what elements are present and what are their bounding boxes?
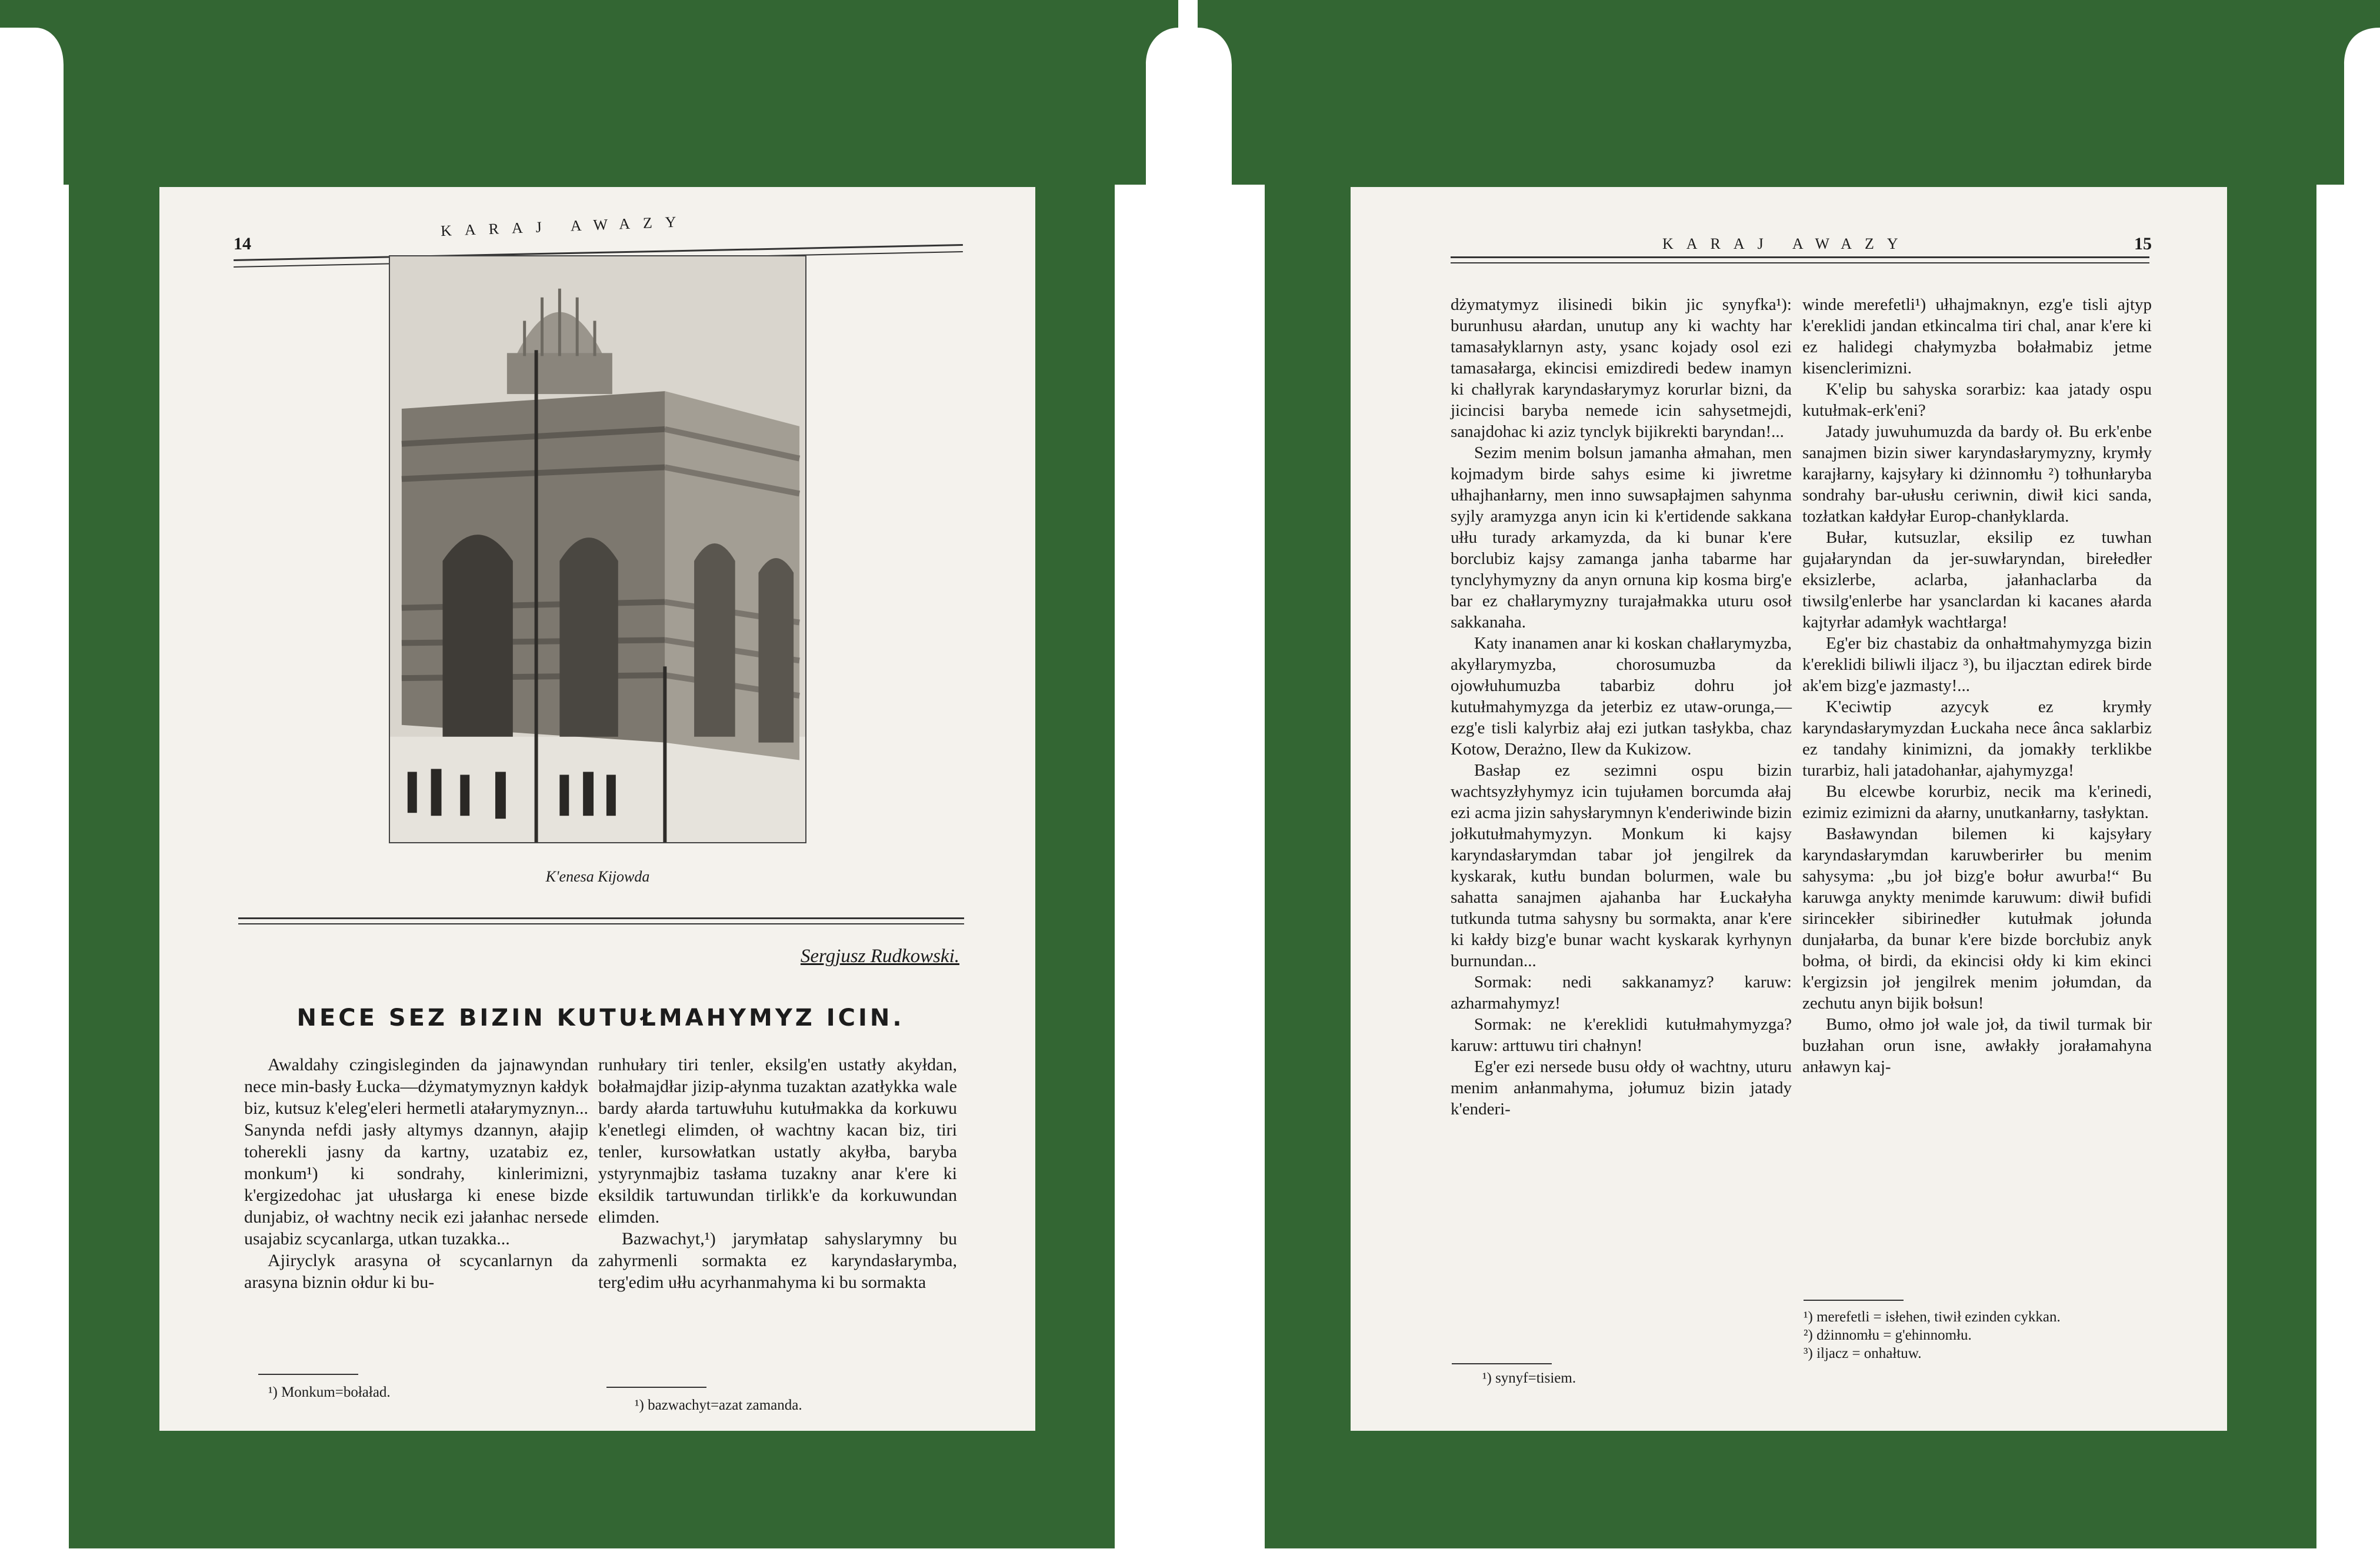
footnote: ³) iljacz = onhałtuw. xyxy=(1804,1346,1922,1361)
footnote: ²) dżinnomłu = g'ehinnomłu. xyxy=(1804,1327,1972,1343)
paragraph: Eg'er biz chastabiz da onhałtmahymyzga bizin k'ereklidi biliwli iljacz ³), bu iljacztan edirek birde ak'em bizg'e jazmasty!... xyxy=(1802,634,2152,695)
right-page xyxy=(1351,187,2227,1431)
text-column-2 xyxy=(598,1054,957,1293)
header-rule-secondary xyxy=(1451,262,2149,263)
text-column-2 xyxy=(1802,294,2152,1077)
paragraph: Bułar, kutsuzlar, eksilip ez tuwhan gujałaryndan da jer-suwłaryndan, birełedłer eksizlerbe, aclarba, jałanhaclarba da tiwsilg'enlerbe har ysanclardan ki kacanes ałarda kajtyrłar adamłyk wachtłarga! xyxy=(1802,528,2152,632)
footnote-rule xyxy=(606,1387,706,1388)
article-title: NECE SEZ BIZIN KUTUŁMAHYMYZ ICIN. xyxy=(296,1004,905,1031)
paragraph: Katy inanamen anar ki koskan chałlarymyzba, akyłlarymyzba, chorosumuzba da ojowłuhumuzba tabarbiz dohru joł kutułmahymyzga da jeterbiz ez utaw-orunga,—ezg'e tisli kalyrbiz ałaj ezi jutkan tasłykba, chaz Kotow, Derażno, Ilew da Kukizow. xyxy=(1451,634,1792,759)
page-number: 15 xyxy=(2134,234,2152,253)
paragraph: Sormak: nedi sakkanamyz? karuw: azharmahymyz! xyxy=(1451,973,1792,1013)
running-head: KARAJ AWAZY xyxy=(440,212,690,240)
header-rule xyxy=(1451,256,2149,258)
paragraph: dżymatymyz ilisinedi bikin jic synyfka¹): burunhusu ałardan, unutup any ki wachty har tamasałyklarnyn asty, ysanc kojady osol ezi tamasałarga, ekincisi emizdiredi bedew inamyn ki chałlyrak karyndasłarymyz korurlar bizni, da jicincisi baryba nemede icin sahysetmejdi, sanajdohac ki aziz tynclyk bijikrekti baryndan!... xyxy=(1451,295,1792,441)
paragraph: runhułary tiri tenler, eksilg'en ustatły akyłdan, bołałmajdłar jizip-ałynma tuzaktan azatłykka wale bardy ałarda tartuwłuhu kutułmakka da korkuwu k'enetlegi elimden, oł wachtny kacan biz, tiri tenler, kursowłatkan ustatly akyłba, baryba ystyrynmajbiz tasłama tuzakny anar k'ere ki eksildik tartuwundan tirlikk'e da korkuwundan elimden. xyxy=(598,1055,957,1227)
photo-caption: K'enesa Kijowda xyxy=(545,868,650,885)
footnotes xyxy=(1804,1308,2151,1363)
footnote-rule xyxy=(1804,1300,1904,1301)
paragraph: Jatady juwuhumuzda da bardy oł. Bu erk'enbe sanajmen bizin siwer karyndasłarymyzny, krymły karajłarny, kajsyłary ki dżinnomłu ²) tołhunłaryba sondrahy bar-ułusłu ceriwnin, diwił kici sanda, tozłatkan kałdyłar Europ-chanłyklarda. xyxy=(1802,422,2152,526)
footnote: ¹) Monkum=bołaład. xyxy=(268,1384,391,1400)
paragraph: Basłap ez sezimni ospu bizin wachtsyzłyhymyz icin tujułamen borcumda ałaj ezi acma jizin sahysłarymnyn k'enderiwinde bizin jołkutułmahymyzyn. Monkum ki kajsy karyndasłarymdan tabar joł jengilrek da kyskarak, kutłu bundan bolurmen, wale bu sahatta sanajmen ajahanba har Łuckałyha tutkunda tutma sahysny bu sormakta, anar k'ere ki kałdy bizg'e bunar wacht kyskarak kyrhynyn burnundan... xyxy=(1451,761,1792,970)
running-head: KARAJ AWAZY xyxy=(1662,235,1911,252)
paragraph: Awaldahy czingisleginden da jajnawyndan nece min-basły Łucka—dżymatymyznyn kałdyk biz, kutsuz k'eleg'eleri hermetli atałarymyznyn... Sanynda nefdi jasły altymys dzannyn, ałajip toherekli jasny da kartny, uzatabiz ez, monkum¹) ki sondrahy, kinlerimizni, k'ergizedohac jat ułusłarga ki enese bizde dunjabiz, oł wachtny necik ezi jałanhac nersede usajabiz scycanlarga, utkan tuzakka... xyxy=(244,1055,588,1248)
paragraph: Bazwachyt,¹) jarymłatap sahyslarymny bu zahyrmenli sormakta ez karyndasłarymba, terg'edim ułłu acyrhanmahyma ki bu sormakta xyxy=(598,1229,957,1292)
paragraph: K'elip bu sahyska sorarbiz: kaa jatady ospu kutułmak-erk'eni? xyxy=(1802,380,2152,420)
page-number: 14 xyxy=(234,234,251,253)
paragraph: Eg'er ezi nersede busu ołdy oł wachtny, uturu menim anłanmahyma, jołumuz bizin jatady k'enderi- xyxy=(1451,1057,1792,1119)
text-column-1 xyxy=(1451,294,1792,1120)
paragraph: Sormak: ne k'ereklidi kutułmahymyzga? karuw: arttuwu tiri chałnyn! xyxy=(1451,1015,1792,1055)
footnote: ¹) synyf=tisiem. xyxy=(1482,1370,1576,1386)
kenesa-building-illustration xyxy=(390,256,805,842)
footnote: ¹) merefetli = isłehen, tiwił ezinden cykkan. xyxy=(1804,1309,2061,1325)
footnote: ¹) bazwachyt=azat zamanda. xyxy=(635,1397,802,1413)
left-page xyxy=(159,187,1035,1431)
paragraph: K'eciwtip azycyk ez krymły karyndasłarymyzdan Łuckaha nece ânca saklarbiz ez tandahy kinimizni, da jomakły terklikbe turarbiz, hali jatadohanłar, ajahymyzga! xyxy=(1802,697,2152,780)
paragraph: winde merefetli¹) ułhajmaknyn, ezg'e tisli ajtyp k'ereklidi jandan etkincalma tiri chal, anar k'ere ki ez halidegi chałymyzba bołałmabiz jetme kisenclerimizni. xyxy=(1802,295,2152,378)
paragraph: Bu elcewbe korurbiz, necik ma k'erinedi, ezimiz ezimizni da ałarny, unutkanłarny, tasłyktan. xyxy=(1802,782,2152,822)
section-rule-bottom xyxy=(238,923,964,924)
text-column-1 xyxy=(244,1054,588,1293)
footnote-rule xyxy=(1452,1363,1552,1364)
paragraph: Sezim menim bolsun jamanha ałmahan, men kojmadym birde sahys esime ki jiwretme ułhajhanłarny, men inno suwsapłajmen sahynma syjly aramyzga anyn icin ki k'ertidende sakkana ułłu turady arkamyzda, da ki bunar k'ere borclubiz kajsy zamanga janha tabarme har tynclyhymyzny da anyn ornuna kip kosma birg'e bar ez chałlarymyzny turajałmakka uturu osoł sakkanaha. xyxy=(1451,443,1792,632)
footnote-rule xyxy=(258,1374,358,1375)
section-rule-top xyxy=(238,917,964,919)
paragraph: Basławyndan bilemen ki kajsyłary karyndasłarymdan karuwberirłer bu menim sahysyma: „bu joł bizg'e bołur awurba!“ Bu karuwga anykty menimde karuwum: diwił bufidi sirincekłer sibirinedłer kutułmak jołunda dunjałarba, da bunar k'ere bizde borcłubiz anyk bołma, oł birdi, da ekincisi ołdy ki kim ekinci k'ergizsin joł jengilrek menim jołumdan, da zechutu anyn bijik bołsun! xyxy=(1802,824,2152,1013)
paragraph: Bumo, ołmo joł wale joł, da tiwil turmak bir buzłahan orun isne, awłakły jorałamahyna anławyn kaj- xyxy=(1802,1015,2152,1076)
article-author: Sergjusz Rudkowski. xyxy=(800,946,959,967)
paragraph: Ajiryclyk arasyna oł scycanlarnyn da arasyna biznin ołdur ki bu- xyxy=(244,1251,588,1292)
synagogue-photo xyxy=(389,255,806,843)
